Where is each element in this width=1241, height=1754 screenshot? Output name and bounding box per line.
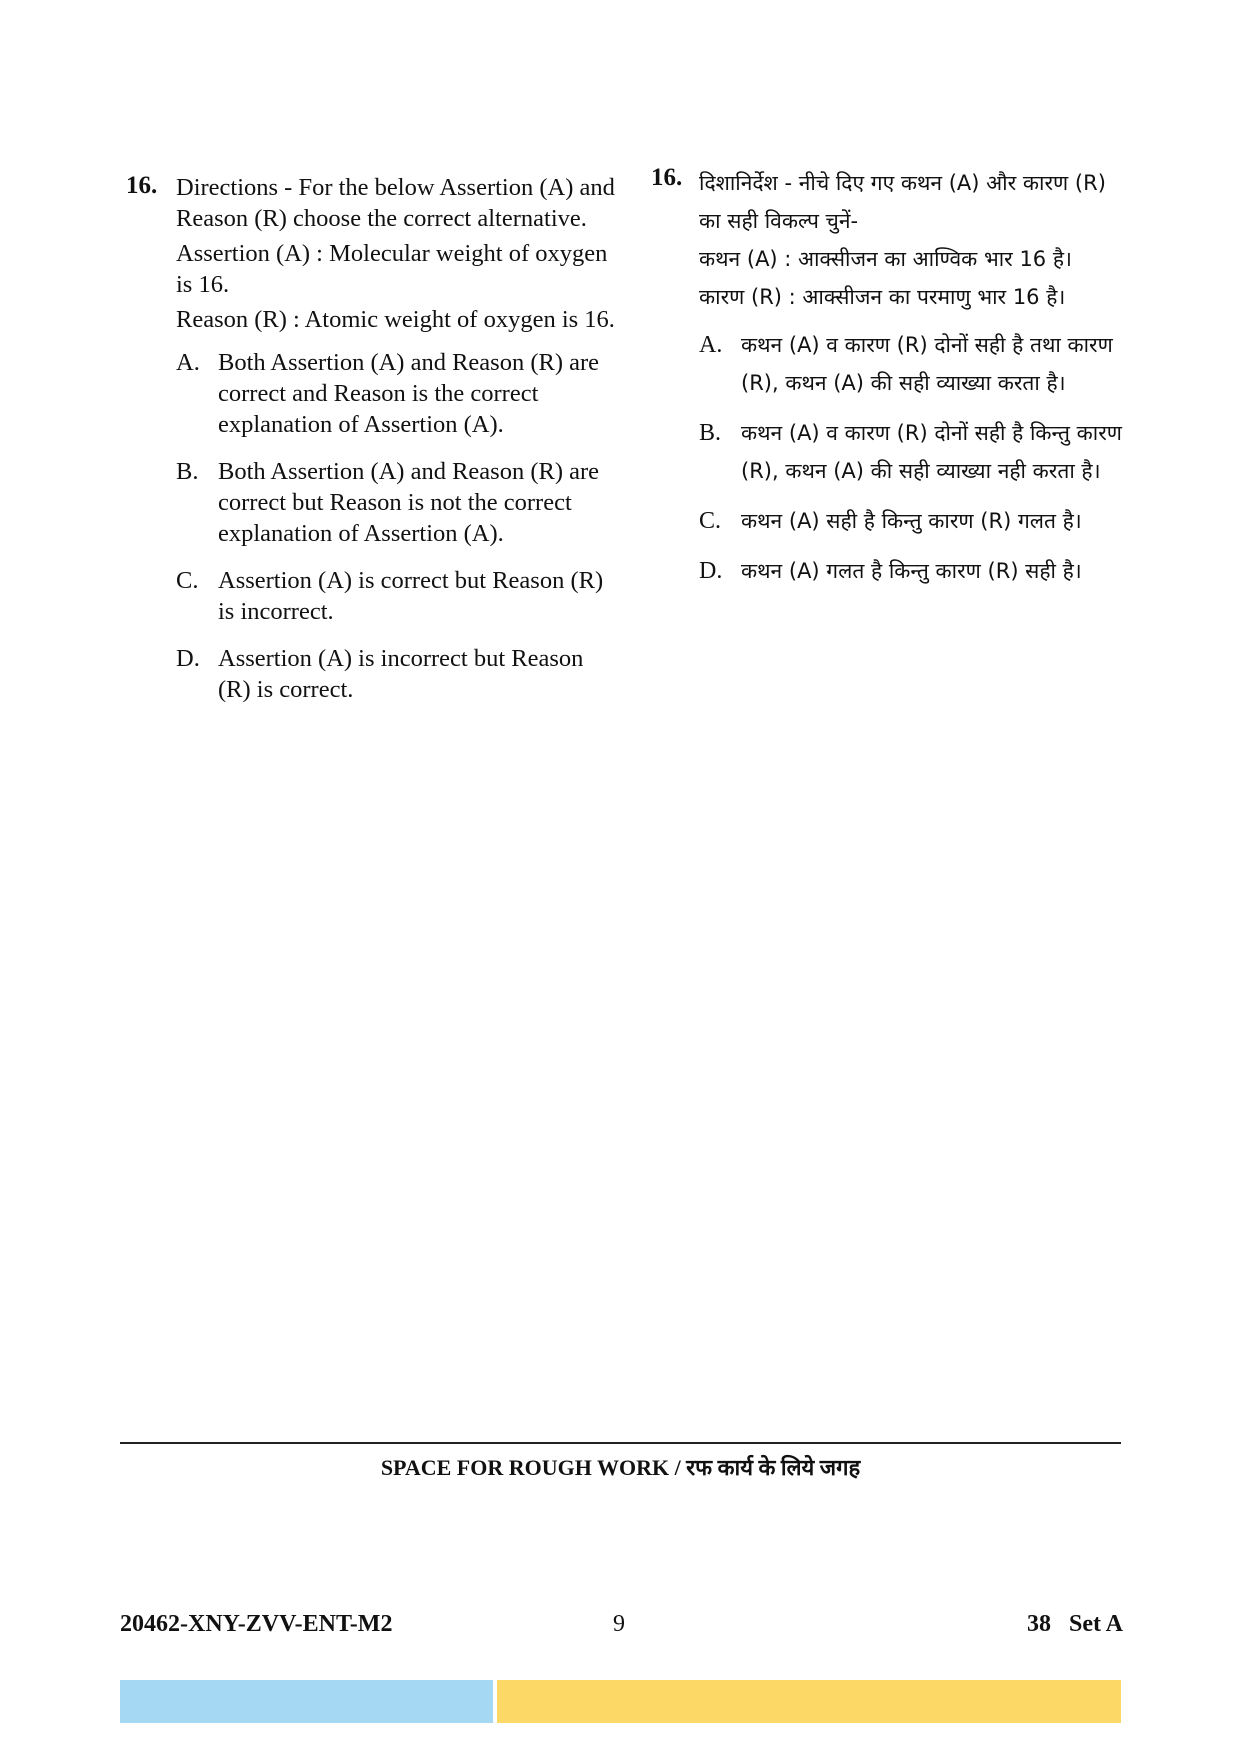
options-list (651, 326, 1126, 590)
option-letter: B. (699, 420, 722, 446)
assertion-text: Assertion (A) : Molecular weight of oxygen is 16. (176, 240, 608, 298)
question-number: 16. (651, 164, 683, 191)
footer-bar-blue (120, 1680, 493, 1723)
option-letter: A. (699, 332, 723, 358)
option-letter: D. (176, 645, 200, 672)
option-text: कथन (A) गलत है किन्तु कारण (R) सही है। (741, 559, 1082, 583)
option-d (176, 643, 616, 705)
directions-text: Directions - For the below Assertion (A) and Reason (R) choose the correct alternative. (176, 174, 615, 232)
option-text: कथन (A) व कारण (R) दोनों सही है तथा कारण (R), कथन (A) की सही व्याख्या करता है। (741, 333, 1113, 395)
set-label: 38 Set A (1027, 1611, 1123, 1637)
option-letter: B. (176, 458, 199, 485)
question-header (651, 164, 1126, 316)
question-english (126, 172, 616, 721)
footer-bar-yellow (497, 1680, 1121, 1723)
question-number: 16. (126, 172, 158, 199)
option-c (176, 565, 616, 627)
rough-work-label: SPACE FOR ROUGH WORK / रफ कार्य के लिये जगह (380, 1455, 861, 1480)
assertion-text: कथन (A) : आक्सीजन का आण्विक भार 16 है। (699, 247, 1072, 271)
question-header (126, 172, 616, 335)
option-text: कथन (A) सही है किन्तु कारण (R) गलत है। (741, 509, 1082, 533)
page-number: 9 (613, 1611, 625, 1637)
reason-text: कारण (R) : आक्सीजन का परमाणु भार 16 है। (699, 285, 1066, 309)
option-text: कथन (A) व कारण (R) दोनों सही है किन्तु कारण (R), कथन (A) की सही व्याख्या नही करता है। (741, 421, 1122, 483)
option-letter: D. (699, 558, 723, 584)
reason-text: Reason (R) : Atomic weight of oxygen is 16. (176, 306, 615, 333)
option-letter: C. (176, 567, 199, 594)
option-text: Assertion (A) is correct but Reason (R) is incorrect. (218, 567, 604, 625)
rough-work-divider (120, 1442, 1121, 1444)
option-a (176, 347, 616, 440)
option-text: Both Assertion (A) and Reason (R) are correct but Reason is not the correct explanation of Assertion (A). (218, 458, 600, 547)
option-a (699, 326, 1126, 402)
question-hindi (651, 164, 1126, 602)
option-b (699, 414, 1126, 490)
option-letter: A. (176, 349, 200, 376)
option-b (176, 456, 616, 549)
directions-text: दिशानिर्देश - नीचे दिए गए कथन (A) और कारण (R) का सही विकल्प चुनें- (699, 171, 1106, 233)
option-letter: C. (699, 508, 722, 534)
paper-code: 20462-XNY-ZVV-ENT-M2 (120, 1611, 393, 1637)
option-d (699, 552, 1126, 590)
option-text: Both Assertion (A) and Reason (R) are correct and Reason is the correct explanation of Assertion (A). (218, 349, 600, 438)
options-list (126, 347, 616, 705)
option-text: Assertion (A) is incorrect but Reason (R) is correct. (218, 645, 584, 703)
option-c (699, 502, 1126, 540)
